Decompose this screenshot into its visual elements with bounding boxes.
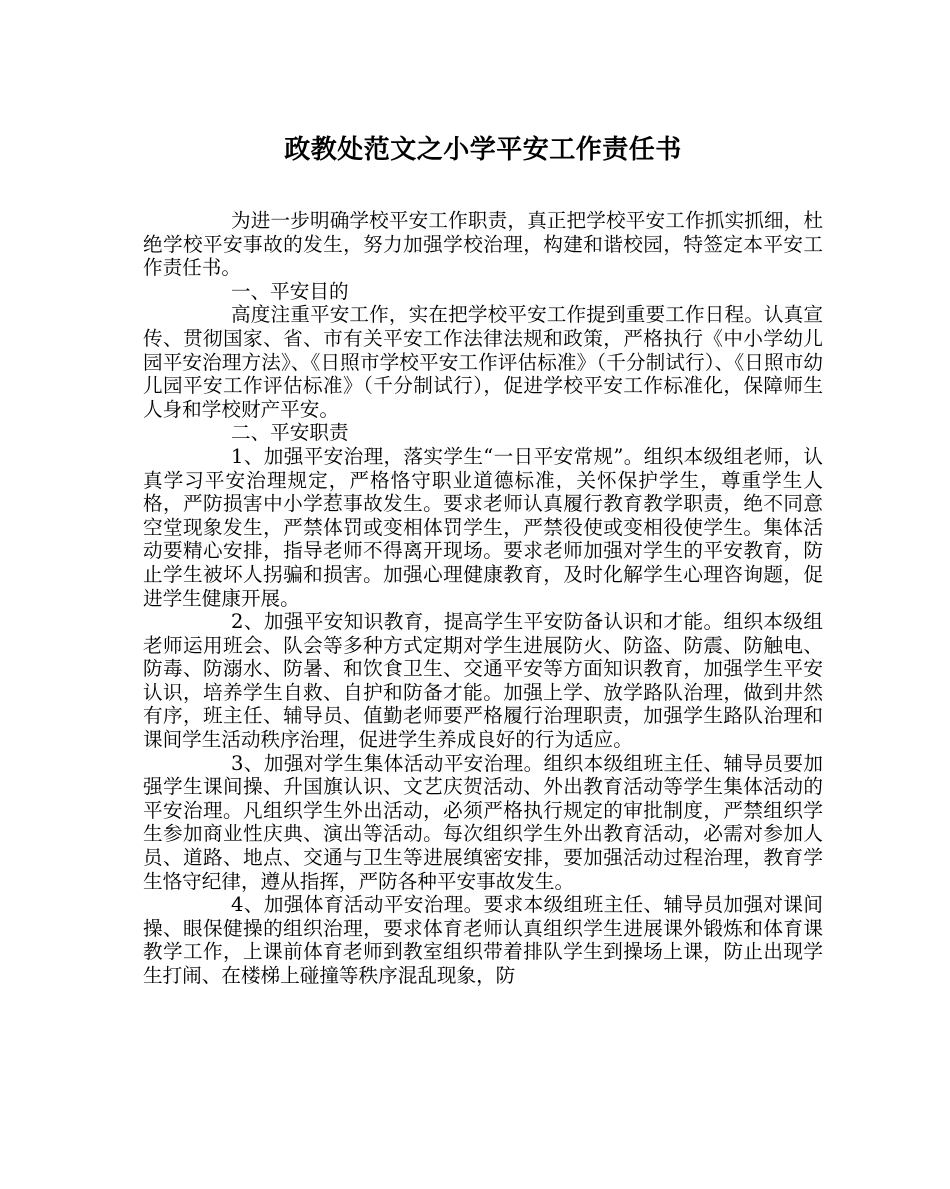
document-page (143, 0, 823, 988)
duty-paragraph-1: 1、加强平安治理，落实学生“一日平安常规”。组织本级组老师，认真学习平安治理规定，严格恪守职业道德标准，关怀保护学生，尊重学生人格，严防损害中小学惹事故发生。要求老师认真履行教育教学职责，绝不同意空堂现象发生，严禁体罚或变相体罚学生，严禁役使或变相役使学生。集体活动要精心安排，指导老师不得离开现场。要求老师加强对学生的平安教育，防止学生被坏人拐骗和损害。加强心理健康教育，及时化解学生心理咨询题，促进学生健康开展。 (143, 444, 823, 610)
safety-goal-paragraph: 高度注重平安工作，实在把学校平安工作提到重要工作日程。认真宣传、贯彻国家、省、市有关平安工作法律法规和政策，严格执行《中小学幼儿园平安治理方法》、《日照市学校平安工作评估标准》（千分制试行）、《日照市幼儿园平安工作评估标准》（千分制试行），促进学校平安工作标准化，保障师生人身和学校财产平安。 (143, 303, 823, 421)
document-body (143, 209, 823, 988)
duty-paragraph-4: 4、加强体育活动平安治理。要求本级组班主任、辅导员加强对课间操、眼保健操的组织治理，要求体育老师认真组织学生进展课外锻炼和体育课教学工作，上课前体育老师到教室组织带着排队学生到操场上课，防止出现学生打闹、在楼梯上碰撞等秩序混乱现象，防 (143, 893, 823, 987)
section-heading-safety-duties: 二、平安职责 (231, 421, 349, 445)
intro-paragraph: 为进一步明确学校平安工作职责，真正把学校平安工作抓实抓细，杜绝学校平安事故的发生，努力加强学校治理，构建和谐校园，特签定本平安工作责任书。 (143, 209, 823, 280)
duty-paragraph-2: 2、加强平安知识教育，提高学生平安防备认识和才能。组织本级组老师运用班会、队会等多种方式定期对学生进展防火、防盗、防震、防触电、防毒、防溺水、防暑、和饮食卫生、交通平安等方面知识教育，加强学生平安认识，培养学生自救、自护和防备才能。加强上学、放学路队治理，做到井然有序，班主任、辅导员、值勤老师要严格履行治理职责，加强学生路队治理和课间学生活动秩序治理，促进学生养成良好的行为适应。 (143, 610, 823, 752)
document-title: 政教处范文之小学平安工作责任书 (284, 135, 682, 165)
duty-paragraph-3: 3、加强对学生集体活动平安治理。组织本级组班主任、辅导员要加强学生课间操、升国旗认识、文艺庆贺活动、外出教育活动等学生集体活动的平安治理。凡组织学生外出活动，必须严格执行规定的审批制度，严禁组织学生参加商业性庆典、演出等活动。每次组织学生外出教育活动，必需对参加人员、道路、地点、交通与卫生等进展缜密安排，要加强活动过程治理，教育学生恪守纪律，遵从指挥，严防各种平安事故发生。 (143, 751, 823, 893)
section-heading-safety-goal: 一、平安目的 (231, 279, 349, 303)
